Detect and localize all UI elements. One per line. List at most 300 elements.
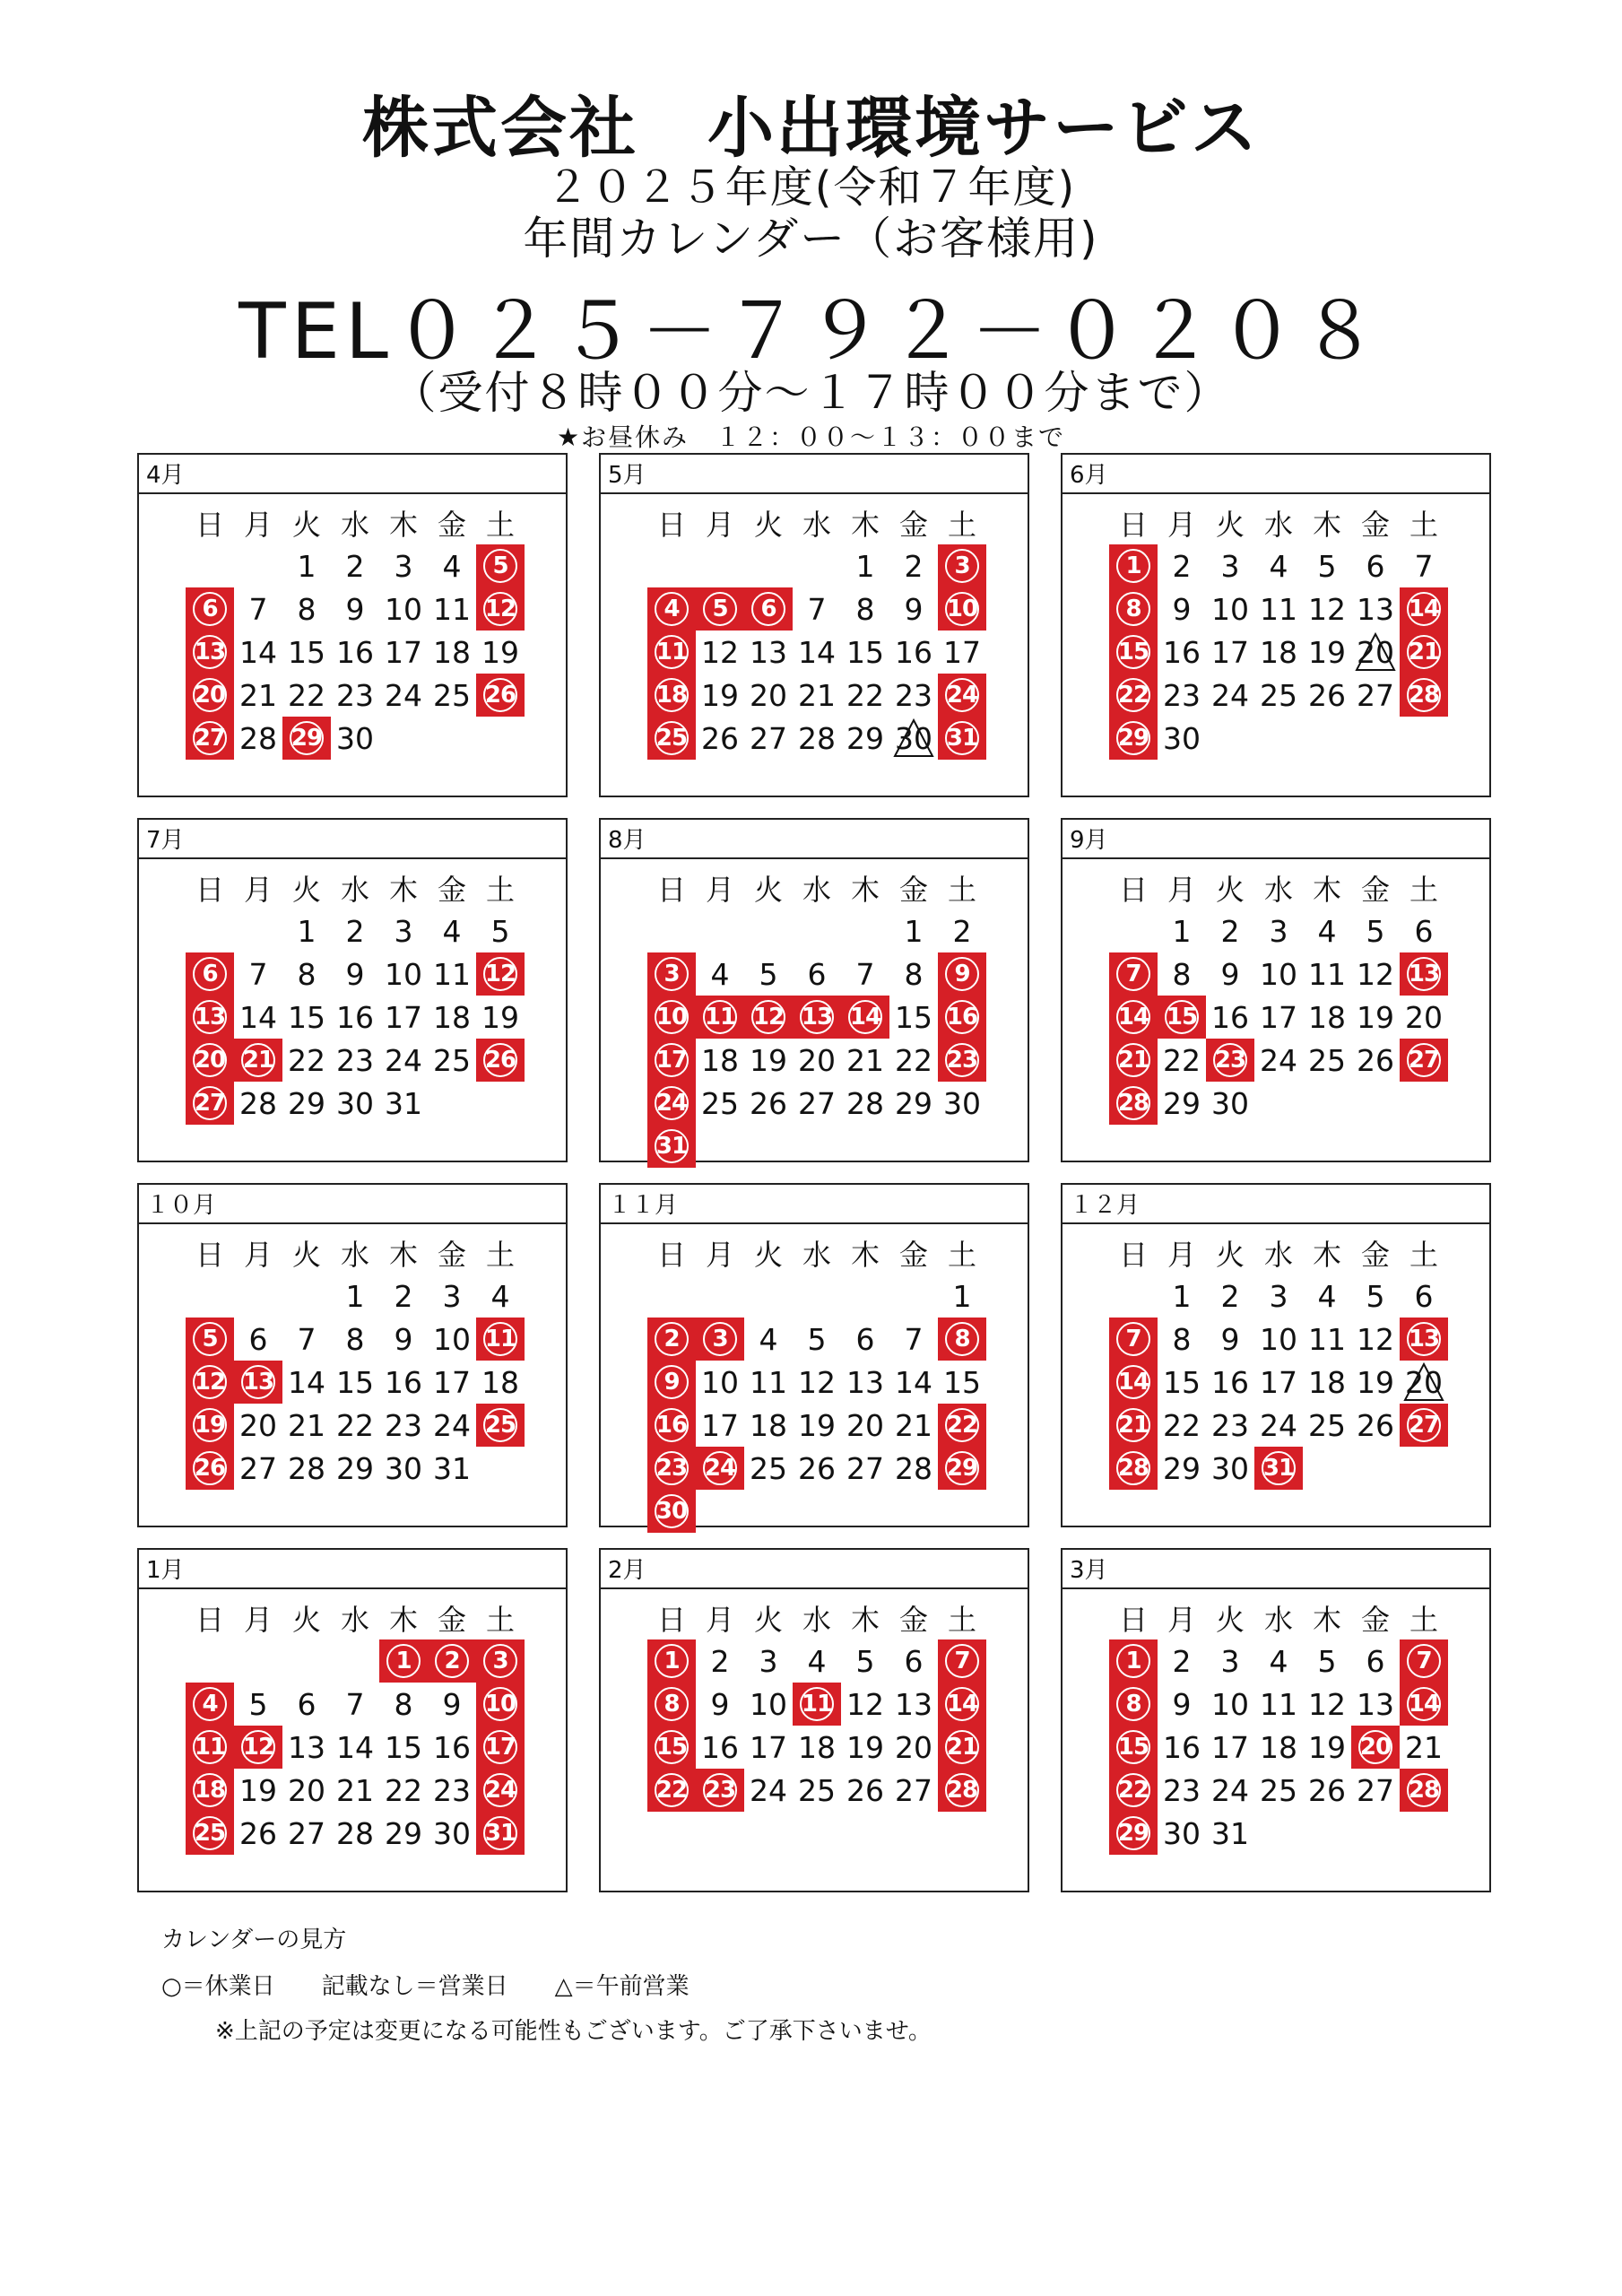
- holiday-date: 15: [1109, 1726, 1158, 1769]
- weekday-header: 水: [340, 1238, 369, 1272]
- holiday-date: 28: [1109, 1082, 1158, 1125]
- fiscal-year: ２０２５年度(令和７年度): [545, 162, 1077, 213]
- month-label: 9月: [1063, 820, 1489, 859]
- weekday-header: 月: [1167, 508, 1196, 542]
- weekday-header: 日: [1118, 1238, 1148, 1272]
- lunch-break: ★お昼休み １２：００～１３：００まで: [556, 422, 1066, 452]
- business-date: 2: [952, 913, 972, 949]
- weekday-header: 金: [898, 873, 928, 907]
- business-date: 30: [336, 1085, 374, 1121]
- business-date: 7: [1414, 548, 1434, 584]
- calendar-grid: [137, 453, 1491, 1899]
- weekday-header: 水: [340, 873, 369, 907]
- business-date: 4: [1269, 548, 1288, 584]
- business-date: 23: [1163, 1772, 1201, 1808]
- business-date: 18: [481, 1364, 519, 1400]
- empty-cell: [331, 1639, 379, 1683]
- holiday-date: 2: [428, 1639, 476, 1683]
- weekday-header: 月: [705, 873, 734, 907]
- weekday-header: 金: [437, 873, 466, 907]
- business-date: 12: [1357, 1321, 1394, 1357]
- business-date: 13: [750, 634, 787, 670]
- business-date: 6: [248, 1321, 268, 1357]
- business-date: 18: [750, 1407, 787, 1443]
- weekday-header: 木: [850, 1238, 880, 1272]
- weekday-header: 日: [195, 873, 224, 907]
- business-date: 7: [904, 1321, 924, 1357]
- holiday-date: 6: [186, 587, 234, 631]
- business-date: 15: [336, 1364, 374, 1400]
- business-date: 1: [904, 913, 924, 949]
- weekday-header: 土: [485, 873, 515, 907]
- business-date: 6: [1414, 1278, 1434, 1314]
- holiday-date: 23: [696, 1769, 744, 1812]
- business-date: 15: [895, 999, 932, 1035]
- business-date: 10: [433, 1321, 471, 1357]
- business-date: 8: [1172, 1321, 1192, 1357]
- month-days: [186, 1596, 525, 1855]
- business-date: 25: [1260, 1772, 1297, 1808]
- empty-cell: [841, 1274, 889, 1318]
- business-date: 18: [1308, 999, 1346, 1035]
- holiday-date: 29: [282, 717, 331, 760]
- business-date: 29: [1163, 1450, 1201, 1486]
- weekday-header: 金: [1360, 508, 1390, 542]
- empty-cell: [234, 1274, 282, 1318]
- business-date: 3: [759, 1643, 778, 1679]
- business-date: 31: [385, 1085, 422, 1121]
- weekday-header: 土: [1409, 873, 1438, 907]
- business-date: 17: [1260, 999, 1297, 1035]
- business-date: 9: [1220, 1321, 1240, 1357]
- business-date: 5: [807, 1321, 827, 1357]
- weekday-header: 月: [705, 1238, 734, 1272]
- business-date: 16: [1211, 999, 1249, 1035]
- business-date: 27: [895, 1772, 932, 1808]
- weekday-header: 火: [753, 873, 783, 907]
- business-date: 18: [1308, 1364, 1346, 1400]
- holiday-date: 26: [476, 1039, 525, 1082]
- holiday-date: 25: [476, 1404, 525, 1447]
- weekday-header: 水: [802, 1603, 831, 1637]
- business-date: 9: [345, 591, 365, 627]
- business-date: 20: [1405, 999, 1443, 1035]
- month-label: 1月: [139, 1550, 566, 1589]
- business-date: 3: [1269, 913, 1288, 949]
- month-calendar: [1061, 818, 1491, 1162]
- holiday-date: 23: [647, 1447, 696, 1490]
- holiday-date: 31: [647, 1125, 696, 1168]
- half-day-date: 30: [889, 717, 938, 760]
- holiday-date: 24: [696, 1447, 744, 1490]
- business-date: 14: [336, 1729, 374, 1765]
- business-date: 26: [1308, 1772, 1346, 1808]
- holiday-date: 22: [647, 1769, 696, 1812]
- month-days: [1109, 866, 1448, 1125]
- business-date: 2: [394, 1278, 413, 1314]
- holiday-date: 13: [186, 996, 234, 1039]
- holiday-date: 14: [1109, 1361, 1158, 1404]
- business-date: 11: [433, 956, 471, 992]
- holiday-date: 10: [647, 996, 696, 1039]
- weekday-header: 火: [1215, 508, 1245, 542]
- business-date: 29: [846, 720, 884, 756]
- business-date: 11: [1260, 591, 1297, 627]
- holiday-date: 8: [647, 1683, 696, 1726]
- business-date: 8: [297, 956, 317, 992]
- business-date: 29: [895, 1085, 932, 1121]
- business-date: 30: [943, 1085, 981, 1121]
- holiday-date: 7: [1109, 1318, 1158, 1361]
- business-date: 13: [846, 1364, 884, 1400]
- weekday-header: 月: [705, 508, 734, 542]
- business-date: 22: [336, 1407, 374, 1443]
- weekday-header: 日: [1118, 508, 1148, 542]
- weekday-header: 木: [850, 1603, 880, 1637]
- business-date: 30: [1163, 1815, 1201, 1851]
- business-date: 19: [239, 1772, 277, 1808]
- holiday-date: 7: [1109, 952, 1158, 996]
- business-date: 2: [904, 548, 924, 584]
- holiday-date: 30: [647, 1490, 696, 1533]
- weekday-header: 水: [1263, 1238, 1293, 1272]
- business-date: 11: [1308, 956, 1346, 992]
- holiday-date: 5: [186, 1318, 234, 1361]
- holiday-date: 7: [1400, 1639, 1448, 1683]
- weekday-header: 木: [1312, 873, 1341, 907]
- business-date: 21: [336, 1772, 374, 1808]
- business-date: 25: [433, 1042, 471, 1078]
- business-date: 13: [1357, 1686, 1394, 1722]
- business-date: 20: [288, 1772, 325, 1808]
- holiday-date: 4: [647, 587, 696, 631]
- business-date: 9: [394, 1321, 413, 1357]
- business-date: 5: [855, 1643, 875, 1679]
- business-date: 9: [710, 1686, 730, 1722]
- business-date: 27: [750, 720, 787, 756]
- empty-cell: [234, 909, 282, 952]
- business-date: 2: [345, 548, 365, 584]
- business-date: 16: [895, 634, 932, 670]
- month-label: １２月: [1063, 1185, 1489, 1224]
- weekday-header: 土: [947, 508, 976, 542]
- month-label: 7月: [139, 820, 566, 859]
- weekday-header: 金: [898, 508, 928, 542]
- month-days: [1109, 501, 1448, 760]
- business-date: 23: [1163, 677, 1201, 713]
- weekday-header: 水: [802, 873, 831, 907]
- business-date: 19: [481, 999, 519, 1035]
- business-date: 3: [1269, 1278, 1288, 1314]
- business-date: 28: [239, 1085, 277, 1121]
- holiday-date: 28: [1400, 674, 1448, 717]
- business-date: 2: [710, 1643, 730, 1679]
- holiday-date: 20: [186, 674, 234, 717]
- business-date: 21: [846, 1042, 884, 1078]
- empty-cell: [234, 1639, 282, 1683]
- business-date: 16: [1211, 1364, 1249, 1400]
- weekday-header: 木: [1312, 1238, 1341, 1272]
- business-date: 26: [1357, 1042, 1394, 1078]
- legend-note: ※上記の予定は変更になる可能性もございます。ご了承下さいませ。: [215, 2018, 932, 2045]
- weekday-header: 水: [340, 1603, 369, 1637]
- holiday-date: 12: [186, 1361, 234, 1404]
- month-days: [186, 501, 525, 760]
- business-date: 17: [1211, 1729, 1249, 1765]
- holiday-date: 20: [1351, 1726, 1400, 1769]
- business-date: 4: [710, 956, 730, 992]
- weekday-header: 木: [388, 508, 418, 542]
- weekday-header: 土: [485, 1238, 515, 1272]
- business-date: 10: [385, 591, 422, 627]
- business-date: 22: [288, 1042, 325, 1078]
- business-date: 25: [1308, 1407, 1346, 1443]
- weekday-header: 火: [753, 1238, 783, 1272]
- business-date: 2: [345, 913, 365, 949]
- weekday-header: 月: [243, 1603, 273, 1637]
- holiday-date: 21: [1109, 1039, 1158, 1082]
- business-date: 29: [1163, 1085, 1201, 1121]
- business-date: 5: [1366, 1278, 1385, 1314]
- business-date: 5: [759, 956, 778, 992]
- business-date: 28: [798, 720, 836, 756]
- holiday-date: 6: [186, 952, 234, 996]
- business-date: 8: [904, 956, 924, 992]
- weekday-header: 火: [753, 508, 783, 542]
- weekday-header: 火: [1215, 1238, 1245, 1272]
- business-date: 4: [442, 913, 462, 949]
- weekday-header: 月: [1167, 1603, 1196, 1637]
- business-date: 1: [297, 913, 317, 949]
- weekday-header: 月: [243, 508, 273, 542]
- business-date: 14: [239, 634, 277, 670]
- business-date: 15: [1163, 1364, 1201, 1400]
- business-date: 27: [1357, 677, 1394, 713]
- weekday-header: 金: [898, 1238, 928, 1272]
- empty-cell: [647, 544, 696, 587]
- holiday-date: 16: [938, 996, 986, 1039]
- holiday-date: 11: [793, 1683, 841, 1726]
- business-date: 20: [846, 1407, 884, 1443]
- business-date: 5: [1366, 913, 1385, 949]
- holiday-date: 22: [1109, 674, 1158, 717]
- weekday-header: 金: [437, 1603, 466, 1637]
- holiday-date: 31: [938, 717, 986, 760]
- holiday-date: 28: [1109, 1447, 1158, 1490]
- holiday-date: 14: [841, 996, 889, 1039]
- business-date: 4: [1317, 913, 1337, 949]
- business-date: 3: [394, 913, 413, 949]
- weekday-header: 日: [195, 1603, 224, 1637]
- holiday-date: 11: [696, 996, 744, 1039]
- month-calendar: [137, 818, 568, 1162]
- business-date: 29: [336, 1450, 374, 1486]
- business-date: 19: [1357, 999, 1394, 1035]
- empty-cell: [793, 544, 841, 587]
- business-date: 15: [288, 634, 325, 670]
- business-date: 10: [1260, 956, 1297, 992]
- business-date: 13: [1357, 591, 1394, 627]
- business-date: 3: [1220, 1643, 1240, 1679]
- holiday-date: 29: [938, 1447, 986, 1490]
- business-date: 23: [385, 1407, 422, 1443]
- empty-cell: [889, 1274, 938, 1318]
- business-date: 6: [807, 956, 827, 992]
- business-date: 27: [288, 1815, 325, 1851]
- business-date: 12: [1308, 1686, 1346, 1722]
- business-date: 12: [1357, 956, 1394, 992]
- month-label: 2月: [601, 1550, 1028, 1589]
- weekday-header: 土: [485, 508, 515, 542]
- weekday-header: 金: [1360, 1603, 1390, 1637]
- business-date: 28: [336, 1815, 374, 1851]
- weekday-header: 日: [195, 508, 224, 542]
- business-date: 30: [1211, 1450, 1249, 1486]
- holiday-date: 26: [476, 674, 525, 717]
- business-date: 9: [1172, 591, 1192, 627]
- business-date: 1: [1172, 1278, 1192, 1314]
- holiday-date: 14: [1109, 996, 1158, 1039]
- business-date: 23: [336, 1042, 374, 1078]
- business-date: 22: [846, 677, 884, 713]
- business-date: 10: [385, 956, 422, 992]
- holiday-date: 8: [938, 1318, 986, 1361]
- business-date: 20: [239, 1407, 277, 1443]
- month-label: １０月: [139, 1185, 566, 1224]
- business-date: 22: [288, 677, 325, 713]
- empty-cell: [793, 1274, 841, 1318]
- business-date: 17: [750, 1729, 787, 1765]
- business-date: 2: [1220, 1278, 1240, 1314]
- holiday-date: 24: [938, 674, 986, 717]
- holiday-date: 15: [1109, 631, 1158, 674]
- business-date: 30: [1163, 720, 1201, 756]
- month-calendar: [599, 453, 1029, 797]
- holiday-date: 9: [647, 1361, 696, 1404]
- holiday-date: 11: [647, 631, 696, 674]
- month-days: [1109, 1596, 1448, 1855]
- weekday-header: 日: [195, 1238, 224, 1272]
- business-date: 7: [248, 956, 268, 992]
- business-date: 19: [798, 1407, 836, 1443]
- business-date: 26: [1308, 677, 1346, 713]
- business-date: 26: [701, 720, 739, 756]
- weekday-header: 火: [753, 1603, 783, 1637]
- business-date: 22: [385, 1772, 422, 1808]
- holiday-date: 12: [234, 1726, 282, 1769]
- holiday-date: 27: [1400, 1404, 1448, 1447]
- business-date: 12: [1308, 591, 1346, 627]
- business-date: 11: [1260, 1686, 1297, 1722]
- business-date: 10: [1211, 1686, 1249, 1722]
- holiday-date: 8: [1109, 1683, 1158, 1726]
- month-calendar: [1061, 1183, 1491, 1527]
- weekday-header: 火: [1215, 873, 1245, 907]
- business-date: 16: [1163, 634, 1201, 670]
- holiday-date: 11: [186, 1726, 234, 1769]
- business-date: 4: [442, 548, 462, 584]
- business-date: 16: [385, 1364, 422, 1400]
- business-date: 8: [345, 1321, 365, 1357]
- business-date: 1: [297, 548, 317, 584]
- holiday-date: 17: [647, 1039, 696, 1082]
- half-day-date: 20: [1351, 631, 1400, 674]
- holiday-date: 27: [186, 1082, 234, 1125]
- month-calendar: [599, 1548, 1029, 1892]
- holiday-date: 2: [647, 1318, 696, 1361]
- business-date: 24: [750, 1772, 787, 1808]
- weekday-header: 木: [1312, 1603, 1341, 1637]
- business-date: 11: [750, 1364, 787, 1400]
- business-date: 2: [1220, 913, 1240, 949]
- holiday-date: 27: [186, 717, 234, 760]
- business-date: 13: [895, 1686, 932, 1722]
- business-date: 7: [807, 591, 827, 627]
- month-calendar: [137, 453, 568, 797]
- holiday-date: 31: [476, 1812, 525, 1855]
- business-date: 7: [297, 1321, 317, 1357]
- empty-cell: [744, 544, 793, 587]
- empty-cell: [744, 1274, 793, 1318]
- empty-cell: [647, 1274, 696, 1318]
- empty-cell: [282, 1639, 331, 1683]
- business-date: 18: [1260, 634, 1297, 670]
- business-date: 6: [1366, 1643, 1385, 1679]
- business-date: 17: [1260, 1364, 1297, 1400]
- business-date: 4: [807, 1643, 827, 1679]
- business-date: 26: [750, 1085, 787, 1121]
- weekday-header: 日: [656, 508, 686, 542]
- month-label: １１月: [601, 1185, 1028, 1224]
- business-date: 22: [1163, 1407, 1201, 1443]
- weekday-header: 土: [947, 1603, 976, 1637]
- holiday-date: 13: [1400, 1318, 1448, 1361]
- business-date: 16: [1163, 1729, 1201, 1765]
- empty-cell: [186, 1274, 234, 1318]
- holiday-date: 25: [186, 1812, 234, 1855]
- holiday-date: 13: [234, 1361, 282, 1404]
- holiday-date: 21: [1109, 1404, 1158, 1447]
- business-date: 14: [798, 634, 836, 670]
- business-date: 8: [394, 1686, 413, 1722]
- business-date: 24: [1211, 677, 1249, 713]
- holiday-date: 10: [476, 1683, 525, 1726]
- business-date: 4: [490, 1278, 510, 1314]
- business-date: 19: [481, 634, 519, 670]
- business-date: 19: [750, 1042, 787, 1078]
- weekday-header: 月: [705, 1603, 734, 1637]
- holiday-date: 23: [938, 1039, 986, 1082]
- weekday-header: 土: [1409, 1603, 1438, 1637]
- business-date: 31: [1211, 1815, 1249, 1851]
- business-date: 14: [288, 1364, 325, 1400]
- business-date: 27: [798, 1085, 836, 1121]
- weekday-header: 日: [656, 1603, 686, 1637]
- holiday-date: 28: [1400, 1769, 1448, 1812]
- business-date: 5: [1317, 548, 1337, 584]
- holiday-date: 9: [938, 952, 986, 996]
- holiday-date: 11: [476, 1318, 525, 1361]
- holiday-date: 6: [744, 587, 793, 631]
- month-calendar: [137, 1548, 568, 1892]
- business-date: 9: [345, 956, 365, 992]
- holiday-date: 20: [186, 1039, 234, 1082]
- business-date: 21: [239, 677, 277, 713]
- holiday-date: 15: [647, 1726, 696, 1769]
- business-date: 25: [433, 677, 471, 713]
- reception-hours: （受付８時００分～１７時００分まで）: [391, 367, 1231, 419]
- business-date: 9: [904, 591, 924, 627]
